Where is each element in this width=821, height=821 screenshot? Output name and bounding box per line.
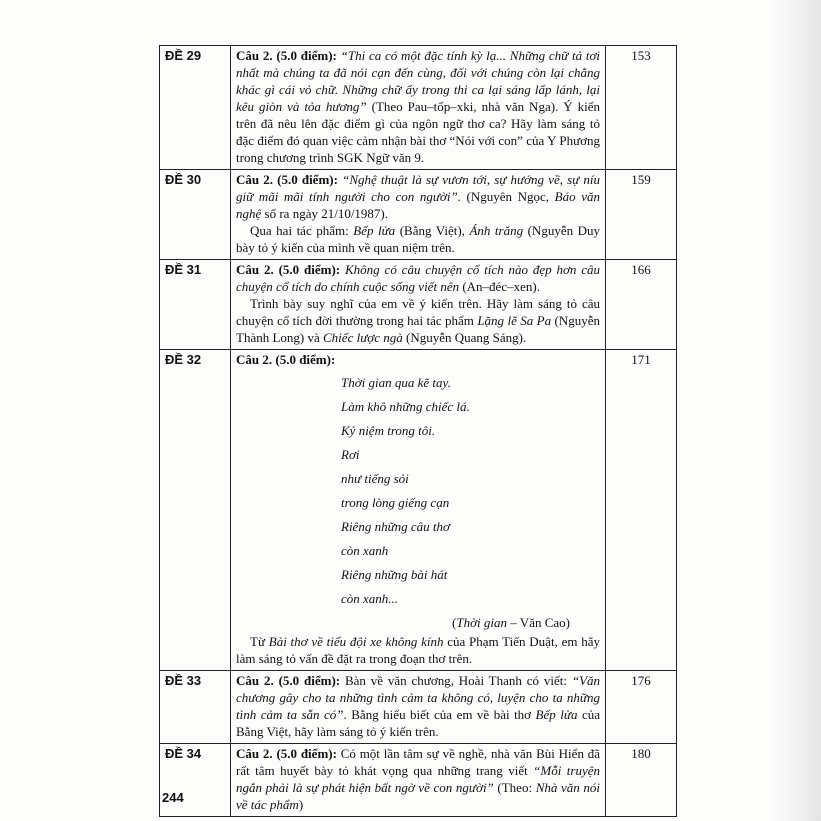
text-run: Từ — [250, 634, 269, 649]
text-run: . Bằng hiểu biết của em về bài thơ — [343, 707, 536, 722]
poem-line: Riêng những bài hát — [341, 567, 448, 582]
italic-text: Lặng lẽ Sa Pa — [477, 313, 552, 328]
question-label: Câu 2. (5.0 điểm): — [236, 48, 337, 63]
exam-question-cell — [231, 350, 606, 671]
table-row — [160, 46, 677, 170]
text-run: (Nguyễn Duy bày tỏ ý kiến của mình về quan niệm trên. — [236, 223, 600, 255]
text-run: của Bằng Việt, hãy làm sáng tỏ ý kiến trên. — [236, 707, 600, 739]
italic-text: Bài thơ về tiểu đội xe không kính — [268, 634, 444, 649]
italic-text: Chiếc lược ngà — [323, 330, 403, 345]
task-paragraph — [236, 295, 600, 346]
question-paragraph — [236, 351, 600, 368]
poem-line: trong lòng giếng cạn — [341, 495, 450, 510]
exam-question-cell — [231, 260, 606, 350]
table-row — [160, 350, 677, 671]
answer-page-number: 153 — [606, 46, 677, 170]
question-paragraph — [236, 672, 600, 740]
question-paragraph — [236, 171, 600, 222]
poem-line: còn xanh — [341, 543, 389, 558]
poem-line: còn xanh... — [341, 591, 399, 606]
answer-page-number: 180 — [606, 744, 677, 817]
page-number: 244 — [162, 790, 184, 805]
exam-code: ĐỀ 32 — [160, 350, 231, 671]
task-paragraph — [236, 222, 600, 256]
text-run: số ra ngày 21/10/1987). — [261, 206, 389, 221]
text-run: (Nguyễn Thành Long) và — [236, 313, 600, 345]
answer-page-number: 171 — [606, 350, 677, 671]
text-run: Trình bày suy nghĩ của em về ý kiến trên. Hãy làm sáng tỏ câu chuyện cổ tích đời thường trong hai tác phẩm — [236, 296, 600, 328]
text-run: ) — [298, 797, 304, 812]
exam-code: ĐỀ 29 — [160, 46, 231, 170]
text-run: (An–đéc–xen). — [459, 279, 540, 294]
text-run: Bàn về văn chương, Hoài Thanh có viết: — [340, 673, 572, 688]
table-row — [160, 260, 677, 350]
exam-question-cell — [231, 671, 606, 744]
exam-question-cell — [231, 744, 606, 817]
italic-text: Ánh trăng — [469, 223, 524, 238]
question-label: Câu 2. (5.0 điểm): — [236, 673, 341, 688]
question-paragraph — [236, 47, 600, 166]
table-row — [160, 671, 677, 744]
page-edge-shadow — [770, 0, 821, 821]
italic-text: “Thi ca có một đặc tính kỳ lạ... Những chữ tả tơi nhất mà chúng ta đã nói cạn đến cùng, đối với chúng còn lại chẳng khác gì cái vỏ chữ. Những chữ ấy trong thi ca lại sáng lấp lánh, lại kêu giòn và tỏa hương” — [236, 48, 601, 114]
text-run: ( — [452, 615, 457, 630]
table-row — [160, 744, 677, 817]
poem-excerpt — [341, 371, 600, 611]
exam-code: ĐỀ 30 — [160, 170, 231, 260]
text-run: (Nguyên Ngọc, — [460, 189, 555, 204]
task-paragraph — [236, 633, 600, 667]
text-run: Qua hai tác phẩm: — [250, 223, 354, 238]
question-paragraph — [236, 745, 600, 813]
exam-index-table — [159, 45, 677, 817]
poem-line: Thời gian qua kẽ tay. — [341, 375, 451, 390]
poem-line: như tiếng sỏi — [341, 471, 409, 486]
italic-text: “Nghệ thuật là sự vươn tới, sự hướng về, sự níu giữ mãi mãi tính người cho con người”. — [236, 172, 601, 204]
table-row — [160, 170, 677, 260]
poem-line: Làm khô những chiếc lá. — [341, 399, 470, 414]
question-paragraph — [236, 261, 600, 295]
text-run: của Phạm Tiến Duật, em hãy làm sáng tỏ vấn đề đặt ra trong đoạn thơ trên. — [236, 634, 600, 666]
poem-credit — [236, 614, 570, 631]
italic-text: Bếp lửa — [535, 707, 578, 722]
poem-line: Rơi — [341, 447, 360, 462]
text-run: (Theo Pau–tốp–xki, nhà văn Nga). Ý kiến trên đã nêu lên đặc điểm gì của ngôn ngữ thơ ca? Hãy làm sáng tỏ đặc điểm đó quan việc cảm nhận bài thơ “Nói với con” của Y Phương trong chương trình SGK Ngữ văn 9. — [236, 99, 601, 165]
italic-text: Bếp lửa — [353, 223, 396, 238]
italic-text: Không có câu chuyện cổ tích nào đẹp hơn câu chuyện cổ tích do chính cuộc sống viết nên — [236, 262, 601, 294]
exam-code: ĐỀ 33 — [160, 671, 231, 744]
text-run: (Nguyễn Quang Sáng). — [402, 330, 527, 345]
exam-code: ĐỀ 31 — [160, 260, 231, 350]
question-label: Câu 2. (5.0 điểm): — [236, 262, 341, 277]
question-label: Câu 2. (5.0 điểm): — [236, 172, 338, 187]
text-run: – Văn Cao) — [507, 615, 570, 630]
italic-text: “Mỗi truyện ngắn phải là sự phát hiện bất ngờ về con người” — [236, 763, 600, 795]
question-label: Câu 2. (5.0 điểm): — [236, 746, 337, 761]
italic-text: Nhà văn nói về tác phẩm — [236, 780, 600, 812]
answer-page-number: 159 — [606, 170, 677, 260]
exam-question-cell — [231, 170, 606, 260]
text-run: Có một lần tâm sự về nghề, nhà văn Bùi Hiển đã rất tâm huyết bày tỏ khát vọng qua những trang viết — [236, 746, 601, 778]
answer-page-number: 176 — [606, 671, 677, 744]
question-label: Câu 2. (5.0 điểm): — [236, 352, 336, 367]
italic-text: “Văn chương gây cho ta những tình cảm ta không có, luyện cho ta những tình cảm ta sẵn có” — [236, 673, 601, 722]
answer-page-number: 166 — [606, 260, 677, 350]
italic-text: Thời gian — [456, 615, 508, 630]
text-run: (Bằng Việt), — [395, 223, 470, 238]
italic-text: Báo văn nghệ — [236, 189, 600, 221]
exam-question-cell — [231, 46, 606, 170]
poem-line: Kỷ niệm trong tôi. — [341, 423, 436, 438]
text-run: (Theo: — [493, 780, 536, 795]
exam-code: ĐỀ 34 — [160, 744, 231, 817]
poem-line: Riêng những câu thơ — [341, 519, 450, 534]
